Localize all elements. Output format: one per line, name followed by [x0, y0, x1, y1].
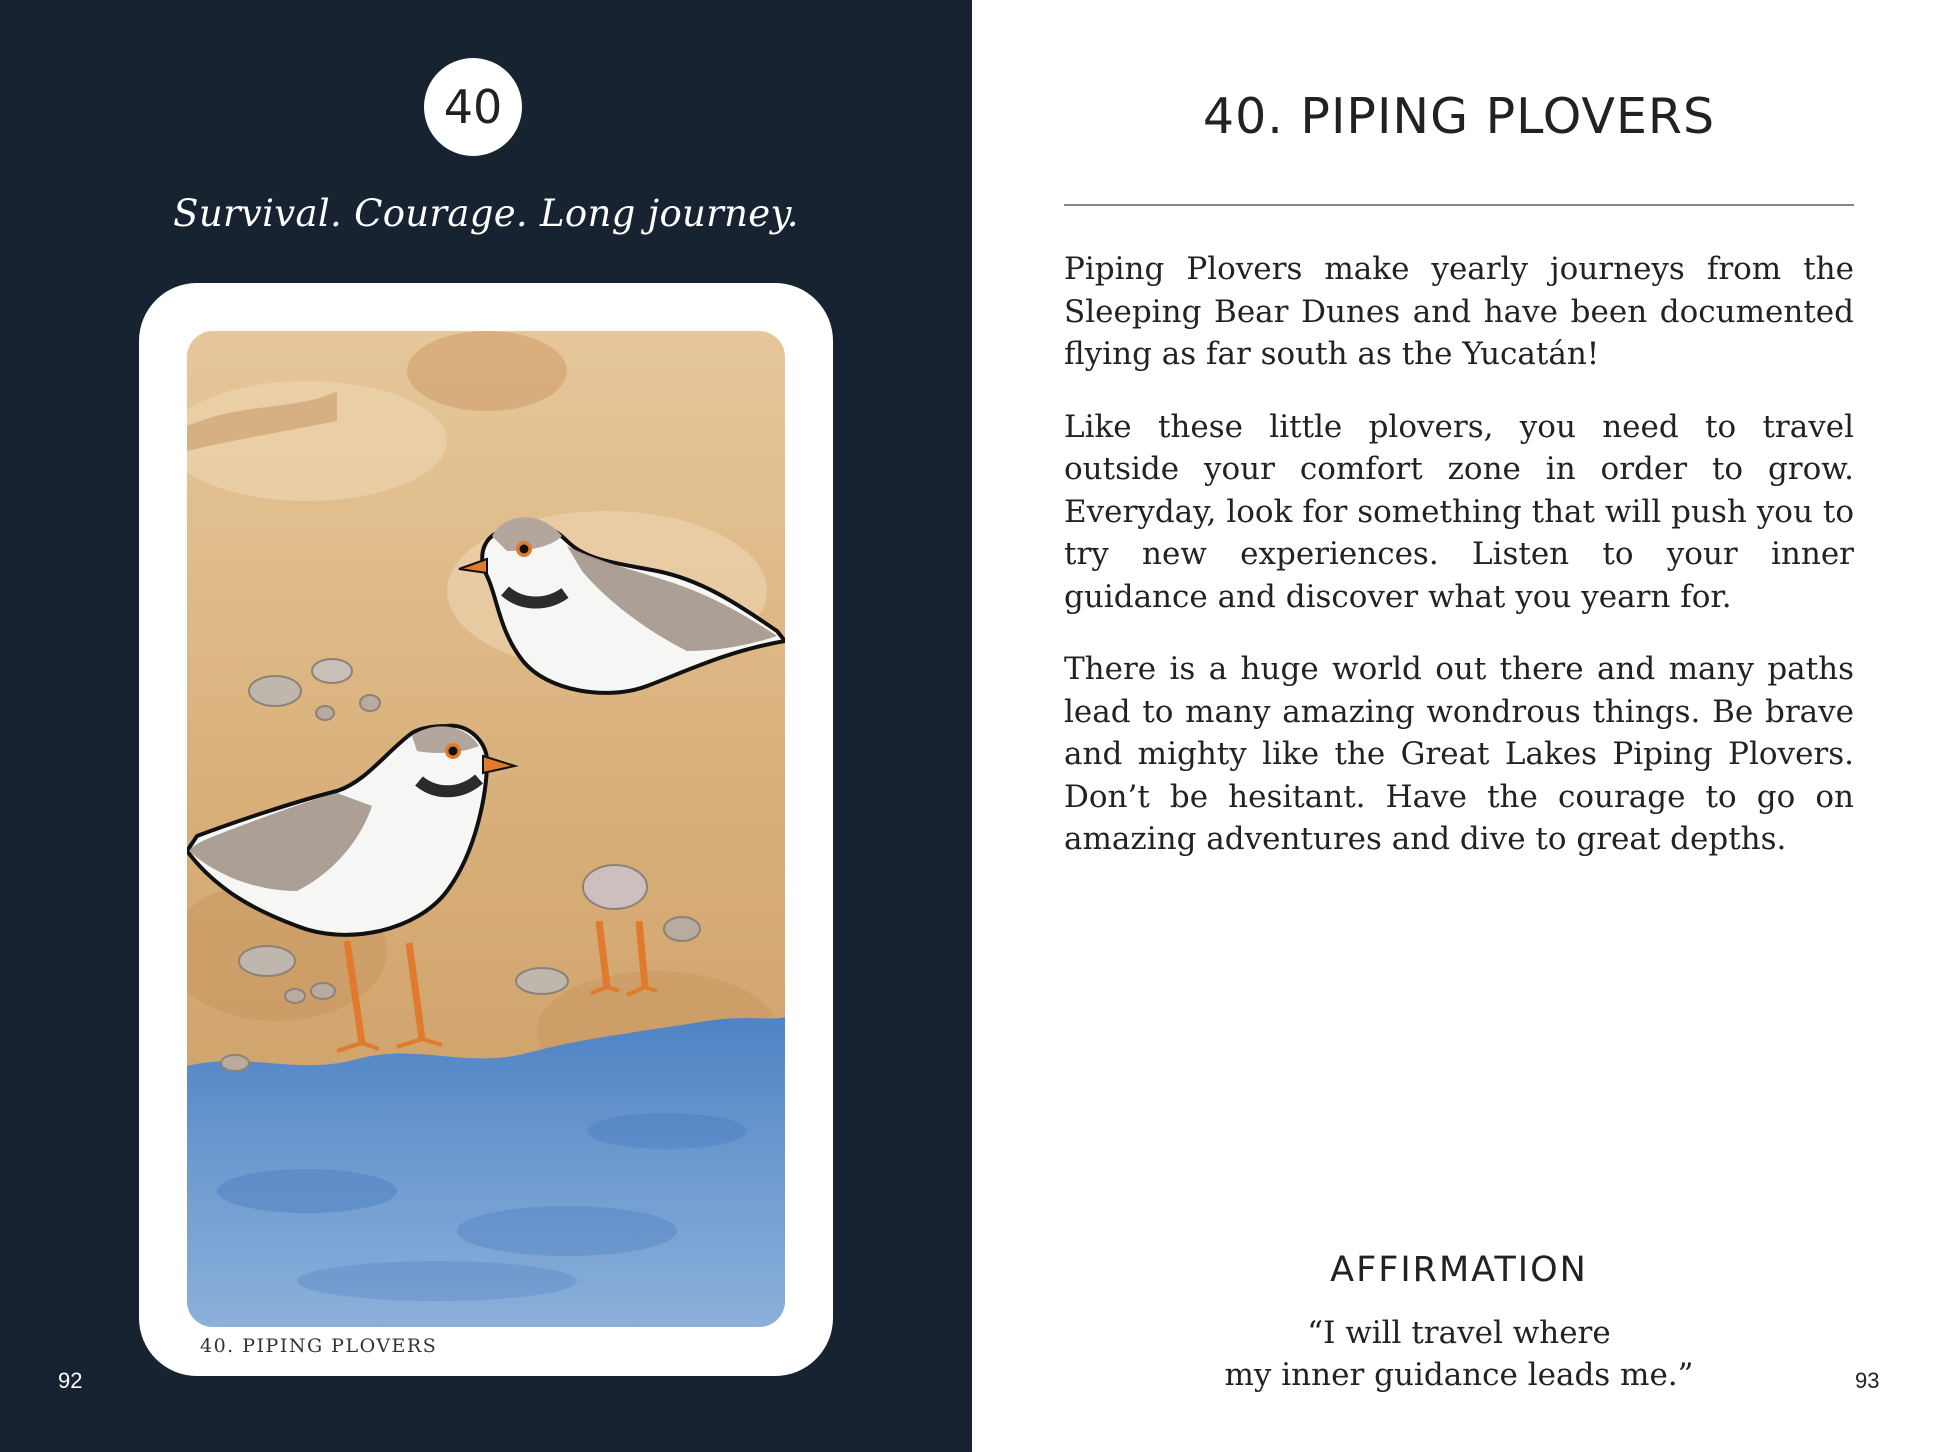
card-keywords: Survival. Courage. Long journey.	[173, 192, 799, 235]
right-page	[972, 0, 1946, 1452]
page-number-right: 93	[1855, 1368, 1880, 1393]
affirmation-text	[1064, 1312, 1854, 1396]
affirmation-heading: AFFIRMATION	[1330, 1250, 1588, 1290]
oracle-card	[139, 283, 833, 1376]
affirmation-line: my inner guidance leads me.”	[1224, 1357, 1694, 1393]
card-caption: 40. PIPING PLOVERS	[200, 1335, 438, 1357]
paragraph: Piping Plovers make yearly journeys from the Sleeping Bear Dunes and have been documented flying as far south as the Yucatán!	[1064, 251, 1854, 372]
piping-plovers-illustration	[187, 331, 785, 1327]
body-text	[1064, 248, 1854, 891]
page-number-left: 92	[58, 1368, 83, 1393]
page-title: 40. PIPING PLOVERS	[1202, 88, 1716, 145]
affirmation-line: “I will travel where	[1307, 1315, 1611, 1351]
paragraph: There is a huge world out there and many paths lead to many amazing wondrous things. Be brave and mighty like the Great Lakes Piping Plovers. Don’t be hesitant. Have the courage to go on amazing adventures and dive to great depths.	[1064, 651, 1854, 857]
paragraph: Like these little plovers, you need to travel outside your comfort zone in order to grow. Everyday, look for something that will push you to try new experiences. Listen to your inner guidance and discover what you yearn for.	[1064, 408, 1854, 615]
title-divider	[1064, 204, 1854, 206]
card-number-badge: 40	[424, 58, 522, 156]
left-page	[0, 0, 972, 1452]
